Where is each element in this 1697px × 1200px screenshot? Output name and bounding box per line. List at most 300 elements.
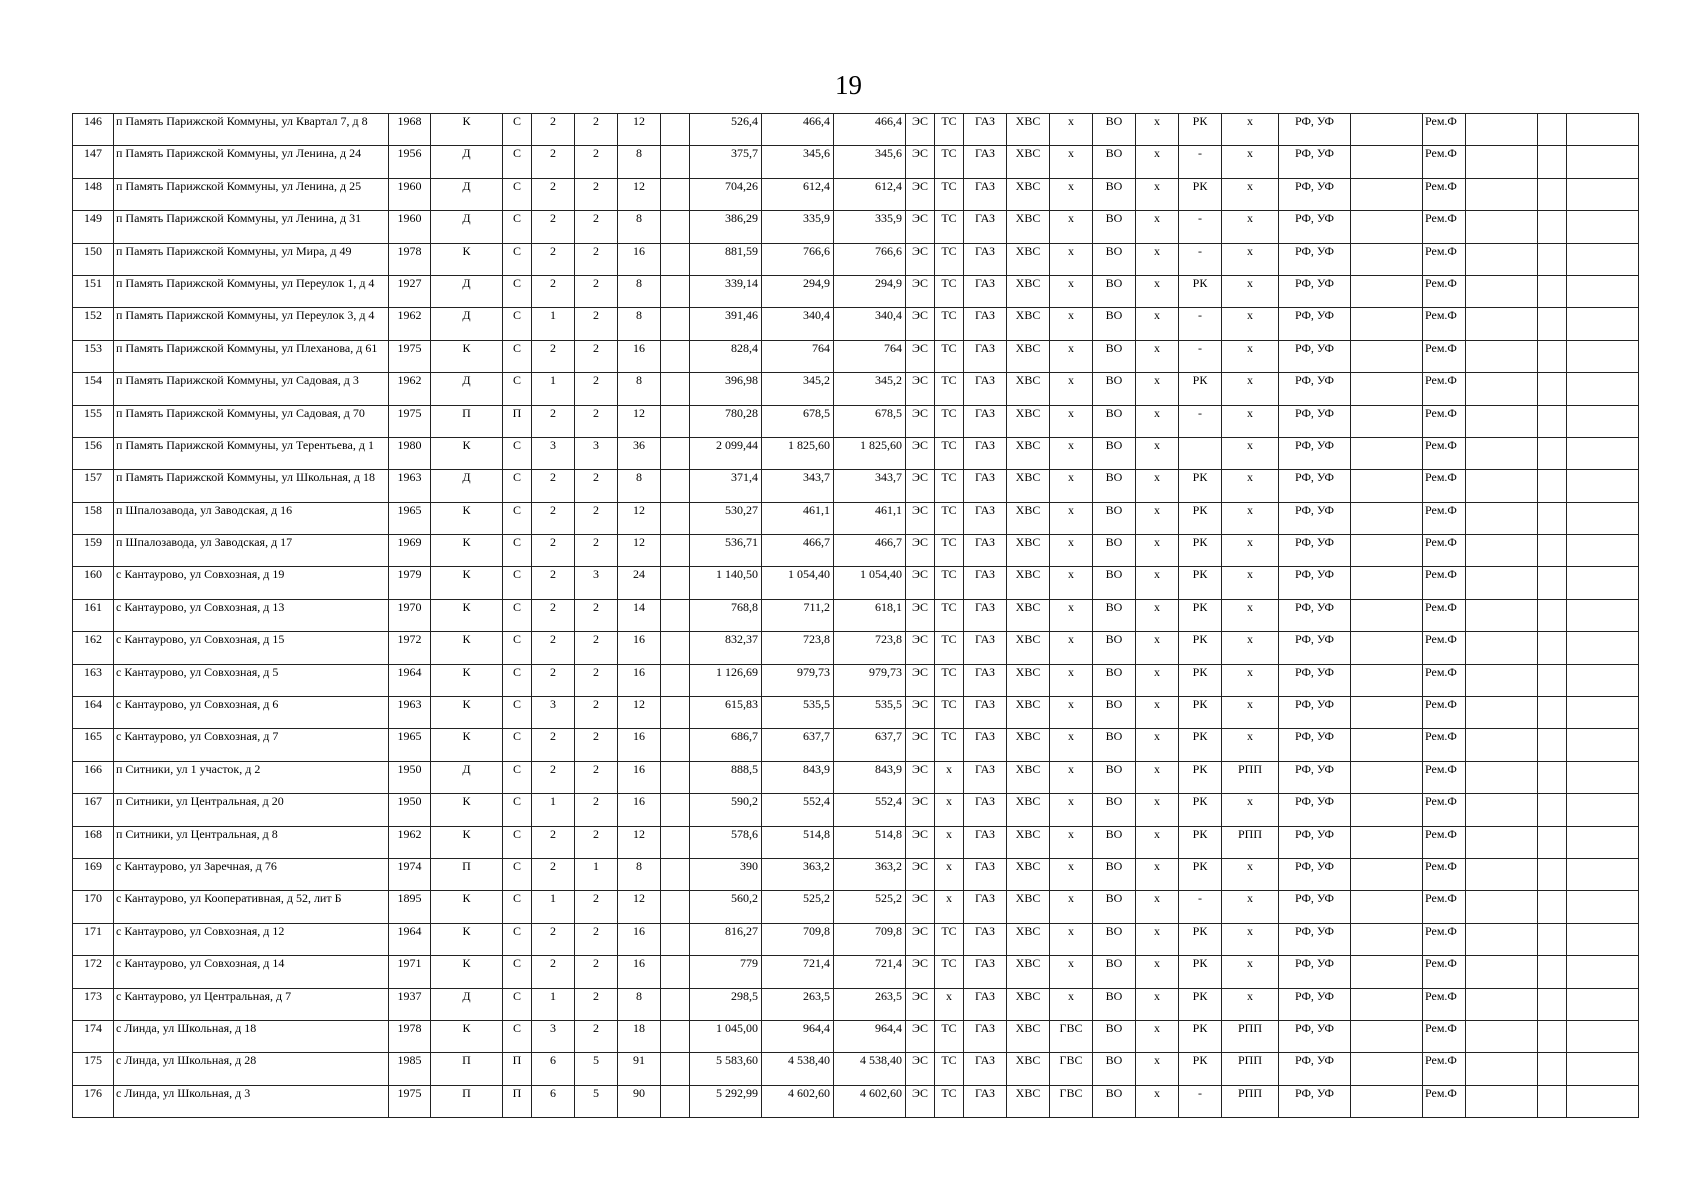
cell-blank-a <box>661 697 690 729</box>
cell-hot-water: х <box>1050 858 1093 890</box>
cell-living-area-b: 4 602,60 <box>834 1085 906 1117</box>
cell-heating: ТС <box>935 146 964 178</box>
cell-row-number: 175 <box>73 1053 114 1085</box>
cell-floors-b: 2 <box>575 891 618 923</box>
cell-rk: - <box>1179 146 1222 178</box>
cell-build-year: 1960 <box>389 178 431 210</box>
cell-wall-type: К <box>431 535 503 567</box>
cell-apartments: 90 <box>618 1085 661 1117</box>
cell-apartments: 12 <box>618 535 661 567</box>
cell-sewage: ВО <box>1093 373 1136 405</box>
cell-blank-a <box>661 632 690 664</box>
cell-floors-a: 2 <box>532 923 575 955</box>
cell-floors-a: 1 <box>532 891 575 923</box>
cell-blank-c <box>1466 891 1538 923</box>
cell-blank-b <box>1351 664 1423 696</box>
cell-rk: РК <box>1179 729 1222 761</box>
cell-hot-water: х <box>1050 178 1093 210</box>
cell-wall-type: К <box>431 826 503 858</box>
cell-electricity: ЭС <box>906 632 935 664</box>
cell-wall-type: К <box>431 502 503 534</box>
cell-electricity: ЭС <box>906 211 935 243</box>
cell-repair-fund: Рем.Ф <box>1423 891 1466 923</box>
cell-living-area: 343,7 <box>762 470 834 502</box>
cell-material: С <box>503 470 532 502</box>
cell-hot-water: х <box>1050 988 1093 1020</box>
cell-blank-d <box>1538 988 1567 1020</box>
cell-blank-d <box>1538 697 1567 729</box>
cell-funding: РФ, УФ <box>1279 243 1351 275</box>
cell-col-x-a: х <box>1136 891 1179 923</box>
cell-sewage: ВО <box>1093 891 1136 923</box>
cell-blank-a <box>661 340 690 372</box>
cell-cold-water: ХВС <box>1007 178 1050 210</box>
cell-address: п Память Парижской Коммуны, ул Терентьева, д 1 <box>114 437 389 469</box>
cell-gas: ГАЗ <box>964 114 1007 146</box>
cell-rk: - <box>1179 308 1222 340</box>
cell-rk: РК <box>1179 502 1222 534</box>
cell-repair-fund: Рем.Ф <box>1423 308 1466 340</box>
cell-row-number: 156 <box>73 437 114 469</box>
cell-rpp: х <box>1222 437 1279 469</box>
cell-apartments: 12 <box>618 502 661 534</box>
cell-hot-water: х <box>1050 535 1093 567</box>
cell-blank-e <box>1567 437 1639 469</box>
cell-hot-water: х <box>1050 308 1093 340</box>
cell-blank-b <box>1351 599 1423 631</box>
cell-living-area-b: 979,73 <box>834 664 906 696</box>
cell-living-area: 1 054,40 <box>762 567 834 599</box>
cell-repair-fund: Рем.Ф <box>1423 923 1466 955</box>
cell-blank-c <box>1466 761 1538 793</box>
cell-heating: ТС <box>935 567 964 599</box>
cell-sewage: ВО <box>1093 923 1136 955</box>
cell-apartments: 8 <box>618 275 661 307</box>
cell-funding: РФ, УФ <box>1279 470 1351 502</box>
cell-funding: РФ, УФ <box>1279 373 1351 405</box>
cell-sewage: ВО <box>1093 308 1136 340</box>
cell-blank-b <box>1351 146 1423 178</box>
cell-funding: РФ, УФ <box>1279 956 1351 988</box>
cell-electricity: ЭС <box>906 470 935 502</box>
table-row <box>73 988 1639 1020</box>
cell-row-number: 161 <box>73 599 114 631</box>
cell-blank-b <box>1351 923 1423 955</box>
cell-funding: РФ, УФ <box>1279 340 1351 372</box>
cell-blank-b <box>1351 308 1423 340</box>
cell-wall-type: П <box>431 405 503 437</box>
cell-rk: - <box>1179 1085 1222 1117</box>
cell-build-year: 1985 <box>389 1053 431 1085</box>
cell-blank-d <box>1538 923 1567 955</box>
cell-rpp: х <box>1222 373 1279 405</box>
cell-repair-fund: Рем.Ф <box>1423 1053 1466 1085</box>
table-row <box>73 373 1639 405</box>
cell-heating: х <box>935 891 964 923</box>
cell-blank-b <box>1351 567 1423 599</box>
cell-col-x-a: х <box>1136 470 1179 502</box>
cell-wall-type: К <box>431 567 503 599</box>
cell-cold-water: ХВС <box>1007 308 1050 340</box>
cell-floors-a: 6 <box>532 1085 575 1117</box>
cell-blank-a <box>661 114 690 146</box>
cell-blank-d <box>1538 405 1567 437</box>
cell-build-year: 1970 <box>389 599 431 631</box>
cell-material: С <box>503 340 532 372</box>
cell-material: С <box>503 729 532 761</box>
cell-col-x-a: х <box>1136 858 1179 890</box>
cell-funding: РФ, УФ <box>1279 664 1351 696</box>
cell-living-area-b: 514,8 <box>834 826 906 858</box>
cell-col-x-a: х <box>1136 405 1179 437</box>
cell-blank-b <box>1351 437 1423 469</box>
cell-wall-type: К <box>431 632 503 664</box>
cell-total-area: 615,83 <box>690 697 762 729</box>
cell-blank-d <box>1538 761 1567 793</box>
cell-row-number: 172 <box>73 956 114 988</box>
cell-floors-a: 2 <box>532 535 575 567</box>
cell-gas: ГАЗ <box>964 891 1007 923</box>
cell-address: п Память Парижской Коммуны, ул Плеханова, д 61 <box>114 340 389 372</box>
cell-blank-e <box>1567 988 1639 1020</box>
cell-repair-fund: Рем.Ф <box>1423 567 1466 599</box>
cell-material: С <box>503 632 532 664</box>
cell-total-area: 386,29 <box>690 211 762 243</box>
cell-blank-c <box>1466 988 1538 1020</box>
cell-blank-e <box>1567 1053 1639 1085</box>
cell-rpp: х <box>1222 567 1279 599</box>
cell-col-x-a: х <box>1136 211 1179 243</box>
cell-floors-a: 1 <box>532 373 575 405</box>
cell-heating: ТС <box>935 437 964 469</box>
cell-col-x-a: х <box>1136 664 1179 696</box>
cell-rpp: х <box>1222 632 1279 664</box>
cell-wall-type: Д <box>431 470 503 502</box>
cell-heating: ТС <box>935 405 964 437</box>
cell-apartments: 24 <box>618 567 661 599</box>
cell-address: п Память Парижской Коммуны, ул Ленина, д 24 <box>114 146 389 178</box>
cell-rk: РК <box>1179 567 1222 599</box>
cell-row-number: 160 <box>73 567 114 599</box>
cell-living-area-b: 843,9 <box>834 761 906 793</box>
cell-floors-b: 2 <box>575 373 618 405</box>
cell-floors-a: 2 <box>532 858 575 890</box>
cell-blank-b <box>1351 340 1423 372</box>
cell-hot-water: х <box>1050 599 1093 631</box>
cell-blank-a <box>661 729 690 761</box>
cell-blank-b <box>1351 275 1423 307</box>
cell-living-area: 345,6 <box>762 146 834 178</box>
cell-hot-water: х <box>1050 794 1093 826</box>
table-row <box>73 308 1639 340</box>
cell-row-number: 171 <box>73 923 114 955</box>
cell-total-area: 530,27 <box>690 502 762 534</box>
cell-col-x-a: х <box>1136 697 1179 729</box>
cell-gas: ГАЗ <box>964 729 1007 761</box>
cell-blank-a <box>661 923 690 955</box>
cell-build-year: 1980 <box>389 437 431 469</box>
cell-funding: РФ, УФ <box>1279 437 1351 469</box>
cell-living-area: 263,5 <box>762 988 834 1020</box>
cell-rpp: х <box>1222 729 1279 761</box>
cell-material: С <box>503 502 532 534</box>
cell-sewage: ВО <box>1093 211 1136 243</box>
cell-blank-b <box>1351 729 1423 761</box>
cell-living-area: 766,6 <box>762 243 834 275</box>
cell-col-x-a: х <box>1136 535 1179 567</box>
cell-cold-water: ХВС <box>1007 340 1050 372</box>
cell-floors-b: 2 <box>575 502 618 534</box>
cell-cold-water: ХВС <box>1007 858 1050 890</box>
cell-blank-e <box>1567 535 1639 567</box>
cell-sewage: ВО <box>1093 858 1136 890</box>
cell-total-area: 888,5 <box>690 761 762 793</box>
cell-heating: ТС <box>935 470 964 502</box>
cell-funding: РФ, УФ <box>1279 502 1351 534</box>
cell-blank-b <box>1351 243 1423 275</box>
cell-electricity: ЭС <box>906 178 935 210</box>
cell-blank-d <box>1538 794 1567 826</box>
cell-blank-a <box>661 146 690 178</box>
cell-rpp: х <box>1222 794 1279 826</box>
cell-blank-e <box>1567 243 1639 275</box>
cell-heating: ТС <box>935 114 964 146</box>
cell-rk: РК <box>1179 275 1222 307</box>
cell-floors-a: 2 <box>532 211 575 243</box>
cell-sewage: ВО <box>1093 1020 1136 1052</box>
cell-address: п Память Парижской Коммуны, ул Школьная, д 18 <box>114 470 389 502</box>
cell-material: С <box>503 826 532 858</box>
cell-apartments: 8 <box>618 988 661 1020</box>
cell-address: с Кантаурово, ул Совхозная, д 15 <box>114 632 389 664</box>
cell-blank-b <box>1351 858 1423 890</box>
cell-floors-a: 2 <box>532 826 575 858</box>
cell-rpp: х <box>1222 502 1279 534</box>
cell-living-area-b: 964,4 <box>834 1020 906 1052</box>
cell-rpp: РПП <box>1222 1020 1279 1052</box>
cell-floors-a: 2 <box>532 632 575 664</box>
cell-blank-d <box>1538 308 1567 340</box>
cell-wall-type: П <box>431 1085 503 1117</box>
table-row <box>73 632 1639 664</box>
cell-col-x-a: х <box>1136 1085 1179 1117</box>
cell-hot-water: х <box>1050 146 1093 178</box>
cell-build-year: 1963 <box>389 697 431 729</box>
cell-address: с Кантаурово, ул Совхозная, д 6 <box>114 697 389 729</box>
cell-heating: ТС <box>935 956 964 988</box>
cell-rpp: х <box>1222 535 1279 567</box>
cell-hot-water: х <box>1050 405 1093 437</box>
cell-floors-b: 2 <box>575 535 618 567</box>
cell-living-area: 637,7 <box>762 729 834 761</box>
cell-floors-b: 2 <box>575 697 618 729</box>
cell-material: С <box>503 858 532 890</box>
cell-cold-water: ХВС <box>1007 567 1050 599</box>
cell-living-area-b: 343,7 <box>834 470 906 502</box>
cell-gas: ГАЗ <box>964 697 1007 729</box>
cell-build-year: 1965 <box>389 502 431 534</box>
cell-blank-c <box>1466 632 1538 664</box>
cell-build-year: 1971 <box>389 956 431 988</box>
cell-wall-type: К <box>431 599 503 631</box>
cell-build-year: 1950 <box>389 761 431 793</box>
cell-blank-c <box>1466 340 1538 372</box>
cell-repair-fund: Рем.Ф <box>1423 114 1466 146</box>
cell-blank-b <box>1351 211 1423 243</box>
cell-heating: ТС <box>935 308 964 340</box>
cell-blank-b <box>1351 988 1423 1020</box>
cell-material: С <box>503 923 532 955</box>
cell-rpp: х <box>1222 697 1279 729</box>
cell-address: с Кантаурово, ул Заречная, д 76 <box>114 858 389 890</box>
cell-blank-d <box>1538 211 1567 243</box>
cell-electricity: ЭС <box>906 275 935 307</box>
cell-wall-type: К <box>431 891 503 923</box>
cell-blank-c <box>1466 146 1538 178</box>
cell-total-area: 536,71 <box>690 535 762 567</box>
cell-floors-a: 1 <box>532 308 575 340</box>
cell-funding: РФ, УФ <box>1279 146 1351 178</box>
cell-blank-d <box>1538 858 1567 890</box>
cell-floors-b: 2 <box>575 178 618 210</box>
cell-funding: РФ, УФ <box>1279 729 1351 761</box>
cell-rk <box>1179 437 1222 469</box>
cell-blank-c <box>1466 437 1538 469</box>
cell-material: С <box>503 308 532 340</box>
cell-repair-fund: Рем.Ф <box>1423 988 1466 1020</box>
cell-cold-water: ХВС <box>1007 1053 1050 1085</box>
cell-funding: РФ, УФ <box>1279 275 1351 307</box>
cell-blank-a <box>661 988 690 1020</box>
cell-living-area: 723,8 <box>762 632 834 664</box>
cell-floors-b: 2 <box>575 956 618 988</box>
cell-address: с Кантаурово, ул Совхозная, д 14 <box>114 956 389 988</box>
cell-electricity: ЭС <box>906 956 935 988</box>
cell-funding: РФ, УФ <box>1279 858 1351 890</box>
cell-living-area: 764 <box>762 340 834 372</box>
cell-cold-water: ХВС <box>1007 599 1050 631</box>
cell-row-number: 168 <box>73 826 114 858</box>
cell-wall-type: К <box>431 729 503 761</box>
cell-floors-b: 1 <box>575 858 618 890</box>
cell-wall-type: К <box>431 243 503 275</box>
cell-hot-water: х <box>1050 826 1093 858</box>
table-row <box>73 761 1639 793</box>
cell-cold-water: ХВС <box>1007 437 1050 469</box>
cell-blank-b <box>1351 535 1423 567</box>
cell-cold-water: ХВС <box>1007 697 1050 729</box>
cell-gas: ГАЗ <box>964 437 1007 469</box>
cell-rk: РК <box>1179 535 1222 567</box>
table-row <box>73 275 1639 307</box>
cell-address: с Линда, ул Школьная, д 3 <box>114 1085 389 1117</box>
cell-blank-c <box>1466 794 1538 826</box>
cell-heating: ТС <box>935 211 964 243</box>
cell-rpp: х <box>1222 858 1279 890</box>
cell-gas: ГАЗ <box>964 923 1007 955</box>
cell-build-year: 1975 <box>389 1085 431 1117</box>
cell-total-area: 590,2 <box>690 794 762 826</box>
cell-blank-d <box>1538 535 1567 567</box>
cell-funding: РФ, УФ <box>1279 891 1351 923</box>
cell-gas: ГАЗ <box>964 664 1007 696</box>
cell-blank-c <box>1466 1020 1538 1052</box>
cell-blank-c <box>1466 405 1538 437</box>
cell-cold-water: ХВС <box>1007 891 1050 923</box>
cell-col-x-a: х <box>1136 956 1179 988</box>
cell-living-area-b: 1 825,60 <box>834 437 906 469</box>
cell-funding: РФ, УФ <box>1279 794 1351 826</box>
cell-apartments: 16 <box>618 794 661 826</box>
table-row <box>73 178 1639 210</box>
cell-blank-d <box>1538 891 1567 923</box>
cell-floors-a: 2 <box>532 761 575 793</box>
cell-living-area-b: 535,5 <box>834 697 906 729</box>
cell-sewage: ВО <box>1093 535 1136 567</box>
cell-material: С <box>503 535 532 567</box>
cell-living-area: 335,9 <box>762 211 834 243</box>
cell-col-x-a: х <box>1136 146 1179 178</box>
cell-floors-b: 2 <box>575 308 618 340</box>
cell-apartments: 8 <box>618 146 661 178</box>
cell-cold-water: ХВС <box>1007 923 1050 955</box>
cell-floors-a: 2 <box>532 146 575 178</box>
cell-row-number: 174 <box>73 1020 114 1052</box>
cell-address: п Память Парижской Коммуны, ул Переулок 1, д 4 <box>114 275 389 307</box>
cell-living-area-b: 461,1 <box>834 502 906 534</box>
cell-row-number: 164 <box>73 697 114 729</box>
cell-blank-e <box>1567 794 1639 826</box>
cell-hot-water: х <box>1050 567 1093 599</box>
table-row <box>73 794 1639 826</box>
cell-electricity: ЭС <box>906 794 935 826</box>
cell-col-x-a: х <box>1136 1053 1179 1085</box>
cell-cold-water: ХВС <box>1007 826 1050 858</box>
cell-floors-a: 2 <box>532 956 575 988</box>
cell-sewage: ВО <box>1093 470 1136 502</box>
cell-blank-b <box>1351 697 1423 729</box>
cell-build-year: 1969 <box>389 535 431 567</box>
cell-living-area-b: 612,4 <box>834 178 906 210</box>
cell-rk: РК <box>1179 858 1222 890</box>
cell-living-area: 461,1 <box>762 502 834 534</box>
cell-floors-b: 2 <box>575 211 618 243</box>
cell-living-area-b: 764 <box>834 340 906 372</box>
cell-blank-e <box>1567 697 1639 729</box>
cell-wall-type: Д <box>431 146 503 178</box>
cell-hot-water: х <box>1050 956 1093 988</box>
cell-blank-e <box>1567 470 1639 502</box>
cell-hot-water: х <box>1050 114 1093 146</box>
cell-blank-b <box>1351 632 1423 664</box>
cell-living-area: 552,4 <box>762 794 834 826</box>
cell-cold-water: ХВС <box>1007 146 1050 178</box>
cell-blank-a <box>661 243 690 275</box>
cell-apartments: 16 <box>618 761 661 793</box>
cell-row-number: 153 <box>73 340 114 372</box>
cell-floors-b: 2 <box>575 664 618 696</box>
cell-apartments: 8 <box>618 858 661 890</box>
cell-electricity: ЭС <box>906 664 935 696</box>
cell-blank-c <box>1466 178 1538 210</box>
cell-repair-fund: Рем.Ф <box>1423 340 1466 372</box>
cell-cold-water: ХВС <box>1007 1085 1050 1117</box>
table-row <box>73 697 1639 729</box>
cell-col-x-a: х <box>1136 437 1179 469</box>
cell-blank-d <box>1538 956 1567 988</box>
housing-registry-table <box>72 113 1639 1118</box>
cell-total-area: 560,2 <box>690 891 762 923</box>
